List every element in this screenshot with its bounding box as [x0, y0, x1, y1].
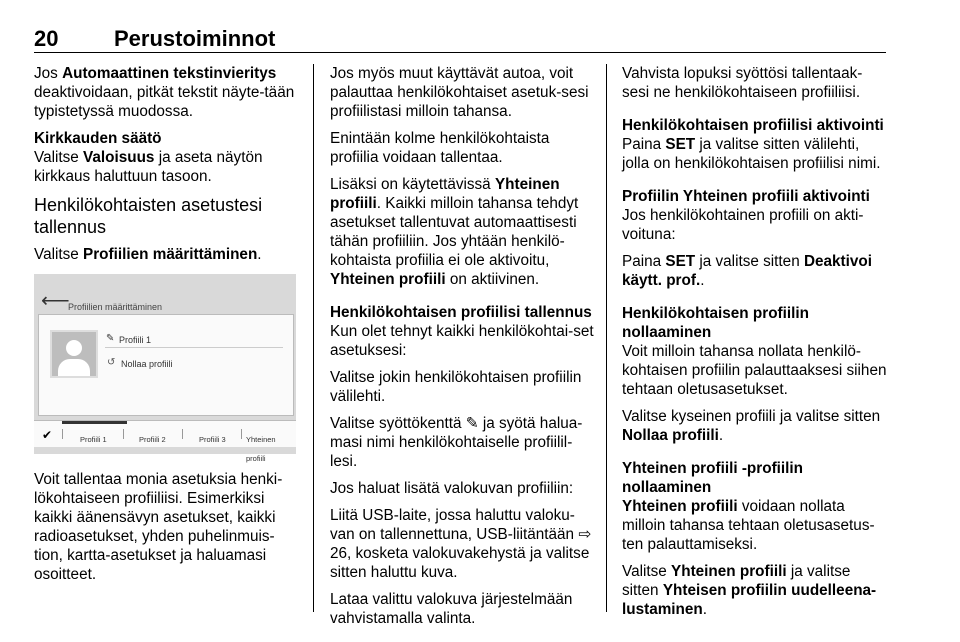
- paragraph: Jos Automaattinen tekstinvieritys deaktivoidaan, pitkät tekstit näyte-tään typistetyssä muodossa.: [34, 65, 295, 120]
- paragraph: Valitse kyseinen profiili ja valitse sitten Nollaa profiili.: [622, 408, 881, 444]
- profile-tab-bar: [34, 420, 296, 463]
- active-tab-indicator: [62, 421, 127, 424]
- column-3: [622, 64, 887, 627]
- page-reference: 26: [330, 545, 348, 562]
- profile-name: Profiili 1: [119, 335, 152, 345]
- reset-heading: Henkilökohtaisen profiilin nollaaminen: [622, 305, 809, 341]
- pencil-icon: ✎: [465, 415, 479, 432]
- checkmark-icon: ✔: [42, 428, 53, 442]
- paragraph: Vahvista lopuksi syöttösi tallentaak-sesi ne henkilökohtaiseen profiiliisi.: [622, 65, 863, 101]
- reset-profile-label: Nollaa profiili: [121, 359, 173, 369]
- paragraph: Paina SET ja valitse sitten Deaktivoi käytt. prof..: [622, 253, 872, 289]
- paragraph: Valitse Yhteinen profiili ja valitse sitten Yhteisen profiilin uudelleena-lustaminen.: [622, 563, 877, 618]
- page-header: [34, 26, 886, 53]
- paragraph: Jos haluat lisätä valokuvan profiiliin:: [330, 480, 574, 497]
- activate-heading: Henkilökohtaisen profiilisi aktivointi: [622, 117, 884, 134]
- paragraph: Lataa valittu valokuva järjestelmään vahvistamalla valinta.: [330, 591, 573, 627]
- paragraph: Jos myös muut käyttävät autoa, voit palauttaa henkilökohtaiset asetuk-sesi profiilistasi milloin tahansa.: [330, 65, 589, 120]
- column-divider: [313, 64, 314, 612]
- divider: [105, 347, 283, 348]
- column-divider: [606, 64, 607, 612]
- section-heading: Henkilökohtaisten asetustesi tallennus: [34, 195, 263, 237]
- pencil-icon: ✎: [106, 333, 115, 344]
- common-reset-heading: Yhteinen profiili -profiilin nollaaminen: [622, 460, 804, 496]
- profile-panel: [38, 314, 294, 416]
- paragraph: Voit milloin tahansa nollata henkilö-kohtaisen profiilin palauttaaksesi siihen tehtaan oletusasetukset.: [622, 343, 887, 398]
- page-number: 20: [34, 26, 59, 51]
- paragraph: Voit tallentaa monia asetuksia henki-lökohtaiseen profiiliisi. Esimerkiksi kaikki äänensävyn asetukset, kaikki radioasetukset, yhden puhelinmuis-tion, kartta-asetukset ja haluamasi osoitteet.: [34, 471, 283, 583]
- save-heading: Henkilökohtaisen profiilisi tallennus: [330, 304, 592, 321]
- reset-icon: ↺: [107, 357, 116, 368]
- paragraph: Jos henkilökohtainen profiili on akti-voituna:: [622, 207, 864, 243]
- paragraph: Liitä USB-laite, jossa haluttu valoku-van on tallennettuna, USB-liitäntään ⇨ 26, kosketa valokuvakehystä ja valitse sitten haluttu kuva.: [330, 507, 592, 581]
- paragraph: Valitse Valoisuus ja aseta näytön kirkkaus haluttuun tasoon.: [34, 149, 263, 185]
- paragraph: Valitse Profiilien määrittäminen.: [34, 246, 262, 263]
- column-2: [330, 64, 595, 636]
- brightness-heading: Kirkkauden säätö: [34, 130, 162, 147]
- tab-profile-2: Profiili 2: [139, 435, 166, 444]
- tab-common-profile: Yhteinen profiili: [246, 435, 276, 463]
- chapter-title: Perustoiminnot: [114, 26, 276, 51]
- tab-profile-3: Profiili 3: [199, 435, 226, 444]
- paragraph: Lisäksi on käytettävissä Yhteinen profiili. Kaikki milloin tahansa tehdyt asetukset tallentuvat automaattisesti tähän profiiliin. Jos yhtään henkilö-kohtaista profiilia ei ole aktivoitu, Yhteinen profiili on aktiivinen.: [330, 176, 579, 288]
- paragraph: Paina SET ja valitse sitten välilehti, jolla on henkilökohtaisen profiilisi nimi.: [622, 136, 881, 172]
- paragraph: Enintään kolme henkilökohtaista profiilia voidaan tallentaa.: [330, 130, 550, 166]
- tab-profile-1: Profiili 1: [80, 435, 107, 444]
- common-activate-heading: Profiilin Yhteinen profiili aktivointi: [622, 188, 870, 205]
- profile-settings-screenshot: [34, 274, 296, 463]
- avatar-placeholder-icon: [50, 330, 98, 378]
- paragraph: Yhteinen profiili voidaan nollata milloin tahansa tehtaan oletusasetus-ten palauttamiseksi.: [622, 498, 875, 553]
- paragraph: Valitse syöttökenttä ✎ ja syötä halua-masi nimi henkilökohtaiselle profiilil-lesi.: [330, 415, 583, 470]
- paragraph: Valitse jokin henkilökohtaisen profiilin välilehti.: [330, 369, 582, 405]
- screen-title: Profiilien määrittäminen: [68, 302, 163, 312]
- page-reference-icon: ⇨: [578, 526, 592, 543]
- paragraph: Kun olet tehnyt kaikki henkilökohtai-set asetuksesi:: [330, 323, 594, 359]
- back-arrow-icon: ⟵: [41, 290, 70, 312]
- column-1: [34, 64, 296, 592]
